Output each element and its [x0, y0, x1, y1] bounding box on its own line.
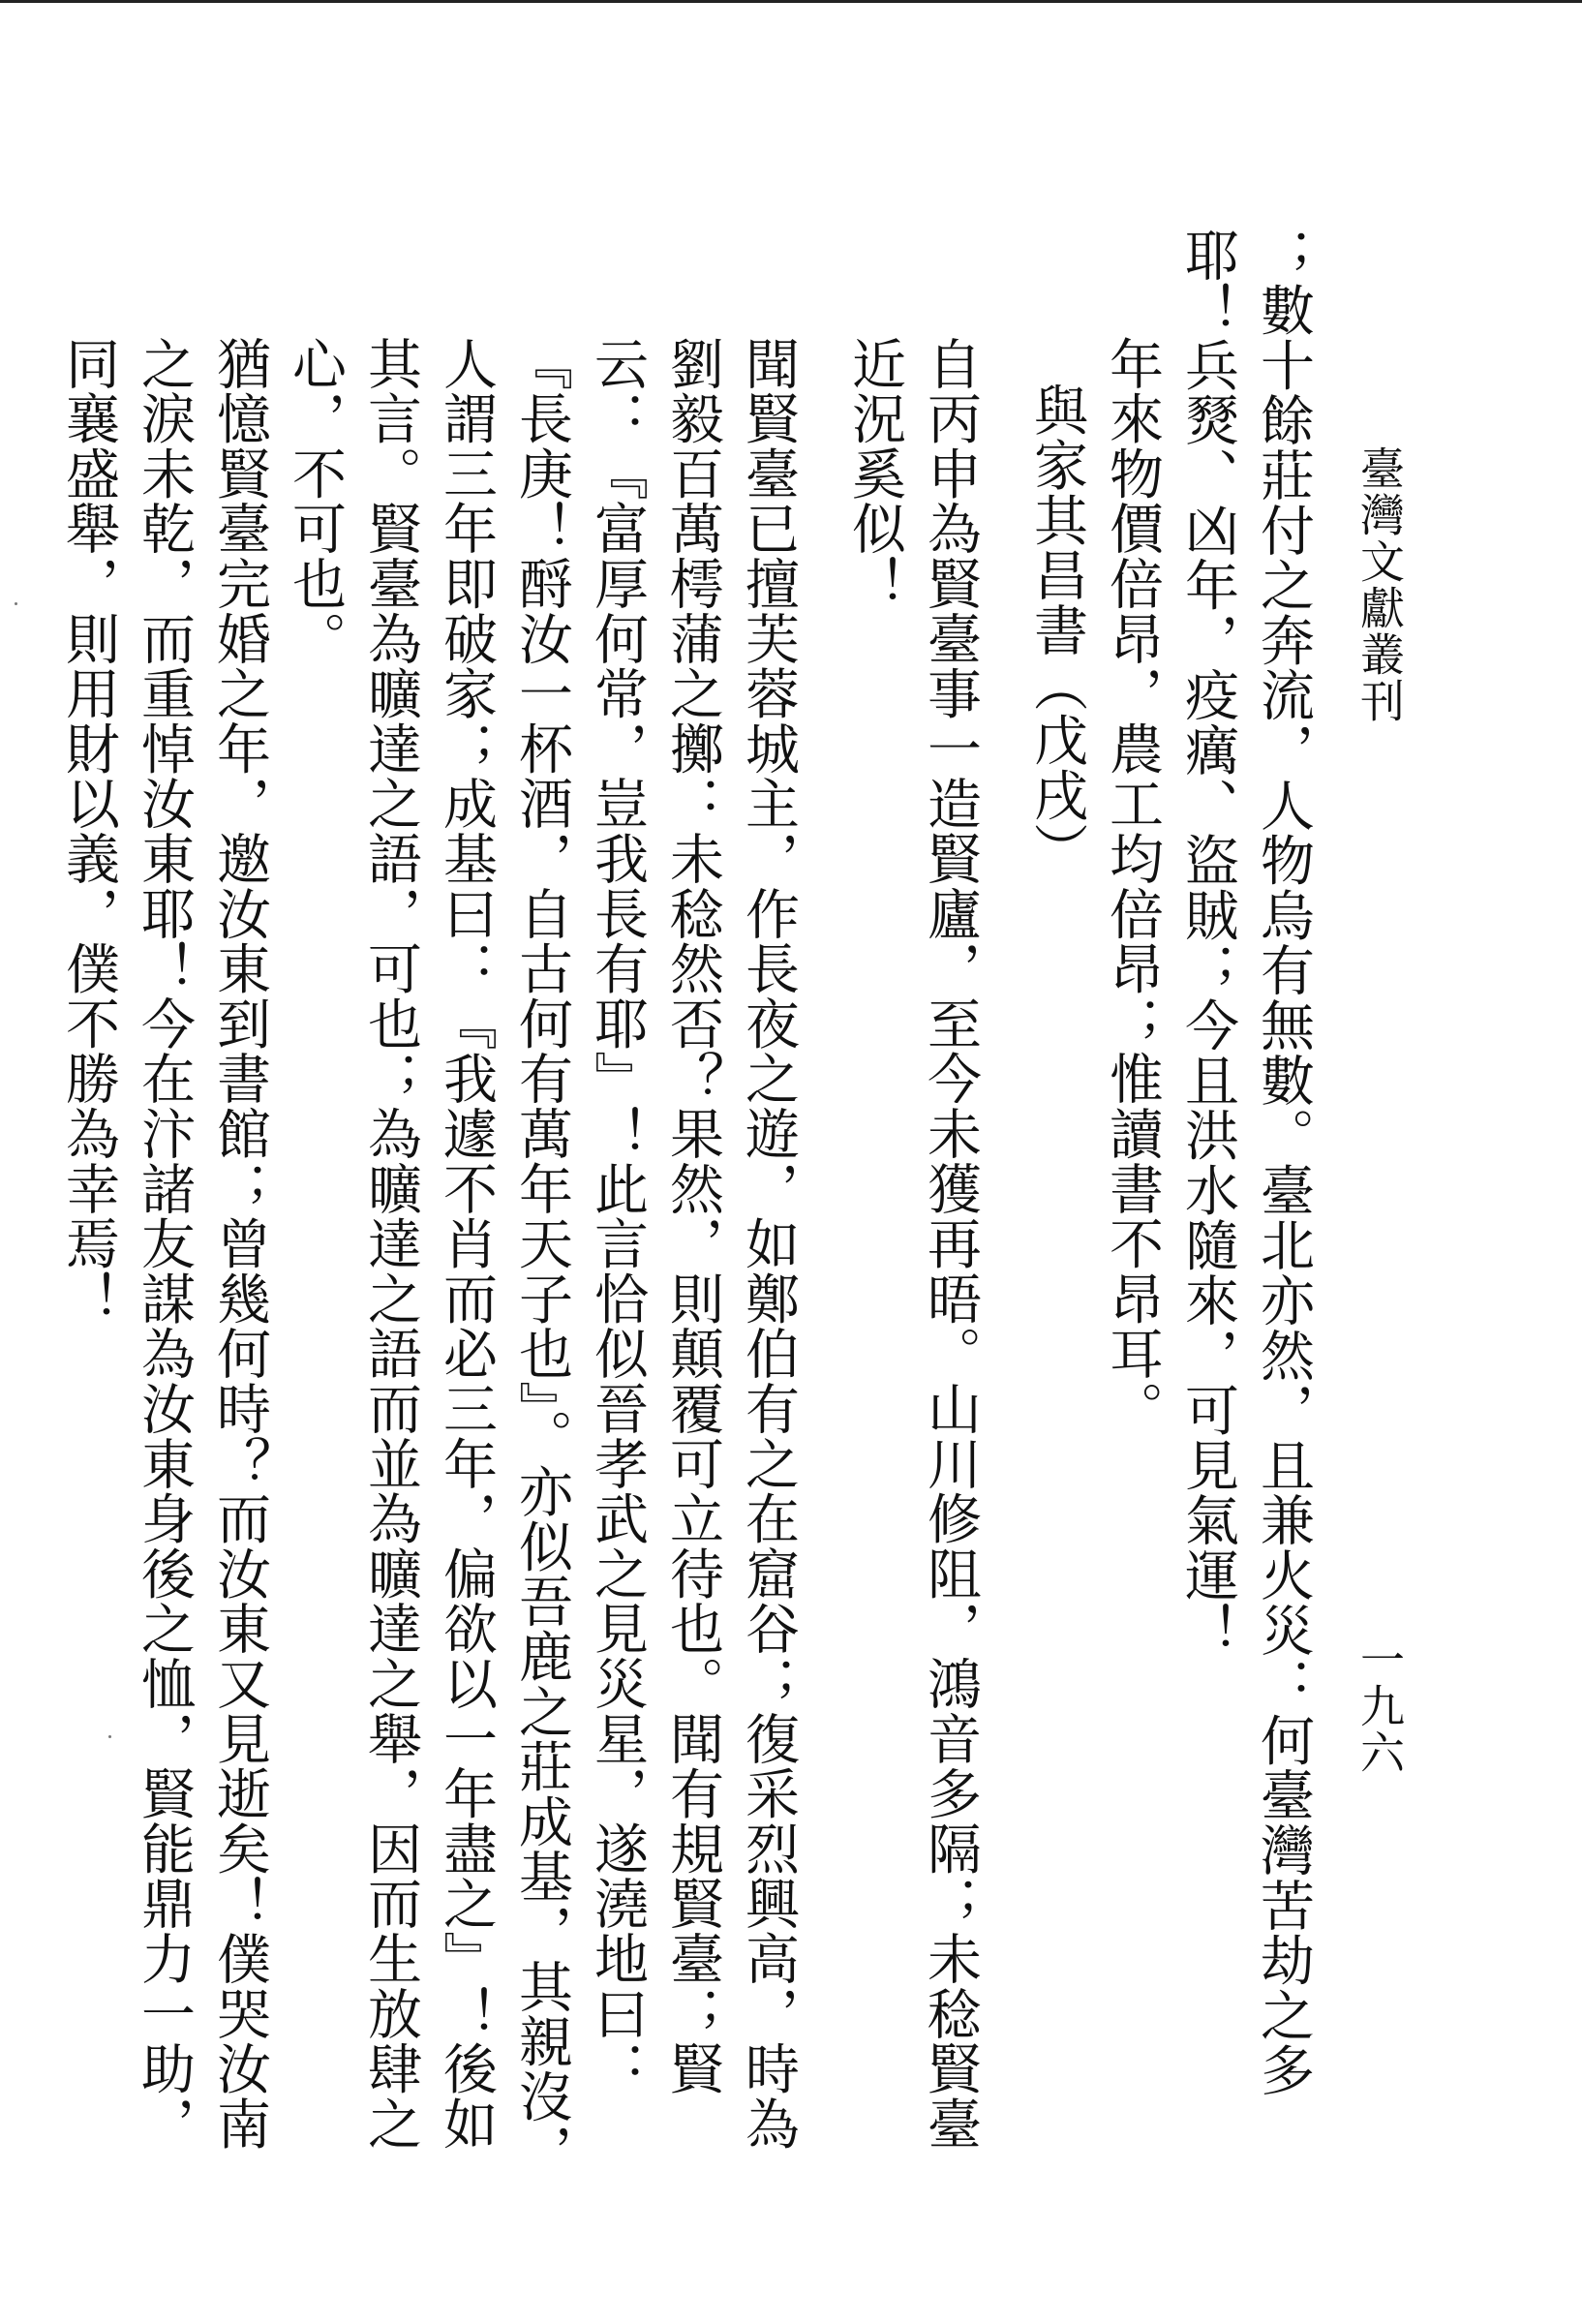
scan-speck — [15, 602, 17, 605]
paragraph-greeting: 自丙申為賢臺事一造賢廬，至今未獲再晤。山川修阻，鴻音多隔；未稔賢臺近況奚似！ — [843, 336, 982, 2152]
page-number: 一九六 — [1354, 1636, 1406, 1776]
paragraph-prices: 年來物價倍昂，農工均倍昂；惟讀書不昂耳。 — [1101, 336, 1164, 1436]
scan-speck — [108, 1735, 111, 1738]
letter-heading: 與家其昌書（戊戌） — [1025, 382, 1088, 878]
running-title: 臺灣文獻叢刊 — [1354, 445, 1406, 724]
body-text — [50, 228, 1321, 2193]
top-border-rule — [0, 0, 1582, 3]
paragraph-admonition: 聞賢臺已擅芙蓉城主，作長夜之遊，如鄭伯有之在窟谷；復采烈興高，時為劉毅百萬樗蒲之擲：未稔然否？果然，則顛覆可立待也。聞有規賢臺；賢云：『富厚何常，豈我長有耶』！此言恰似晉孝武之見災星，遂澆地曰：『長庚！酹汝一杯酒，自古何有萬年天子也』。亦似吾鹿之莊成基，其親沒，人謂三年即破家；成基曰：『我遽不肖而必三年，偏欲以一年盡之』！後如其言。賢臺為曠達之語，可也；為曠達之語而並為曠達之舉，因而生放肆之心，不可也。 — [284, 336, 800, 2180]
paragraph-condolence: 猶憶賢臺完婚之年，邀汝東到書館；曾幾何時？而汝東又見逝矣！僕哭汝南之淚未乾，而重悼汝東耶！今在汴諸友謀為汝東身後之恤，賢能鼎力一助，同襄盛舉，則用財以義，僕不勝為幸焉！ — [57, 336, 271, 2152]
paragraph-continuation: ；數十餘莊付之奔流，人物烏有無數。臺北亦然，且兼火災：何臺灣苦劫之多耶！兵燹、凶年，疫癘、盜賊；今且洪水隨來，可見氣運！ — [1176, 228, 1315, 2098]
